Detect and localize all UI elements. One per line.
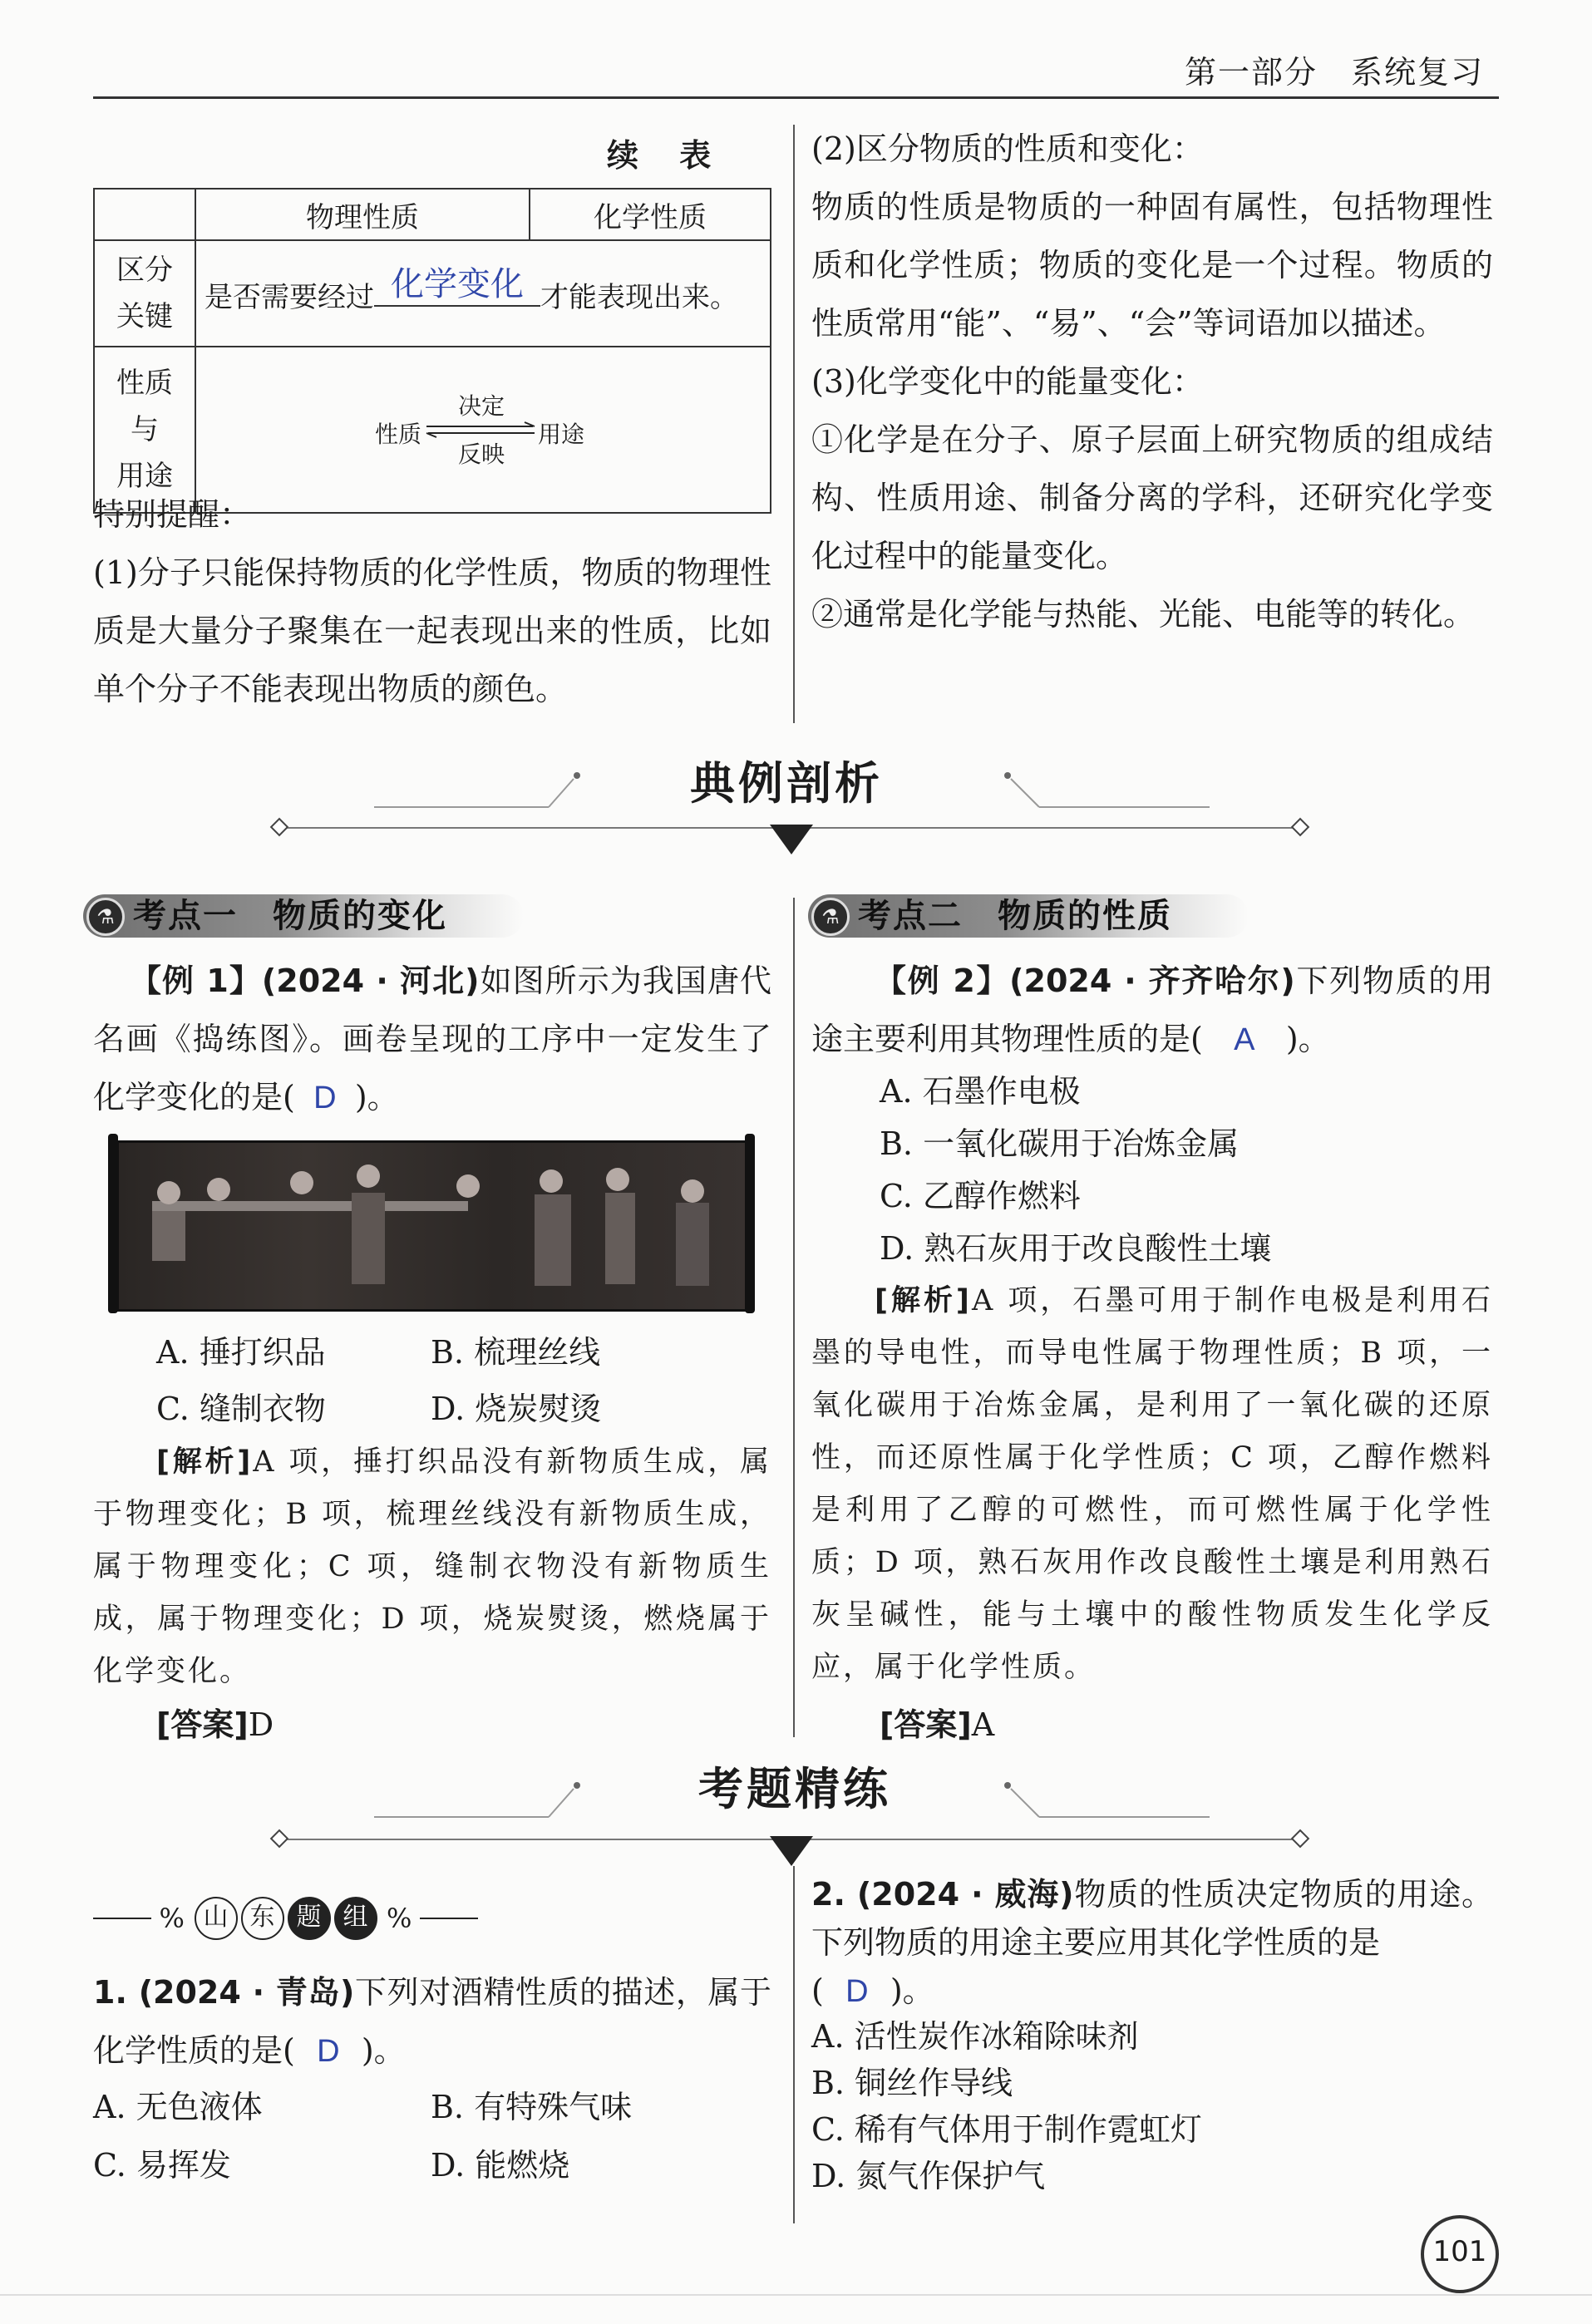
option-c: C. 稀有气体用于制作霓虹灯 — [811, 2111, 1202, 2148]
question-1: 1. (2024 · 青岛)下列对酒精性质的描述，属于化学性质的是( D )。 — [93, 1963, 771, 2080]
section-title-practice: 考题精练 — [698, 1762, 891, 1815]
properties-table — [93, 188, 771, 514]
column-divider — [793, 125, 795, 723]
header-rule — [93, 96, 1499, 99]
option-d: D. 氮气作保护气 — [811, 2158, 1046, 2194]
option-d: D. 熟石灰用于改良酸性土壤 — [880, 1230, 1272, 1267]
notes-subtitle: (2)区分物质的性质和变化： — [811, 130, 1204, 167]
double-arrow-icon — [425, 421, 536, 438]
section-title-examples: 典例剖析 — [690, 756, 883, 810]
table-corner-cell — [94, 189, 195, 240]
notes-subtitle: (3)化学变化中的能量变化： — [811, 363, 1204, 400]
group-char: 东 — [241, 1897, 284, 1940]
option-c: C. 易挥发 — [93, 2147, 231, 2184]
example-2-label: 【例 2】(2024 · 齐齐哈尔) — [875, 963, 1295, 999]
notes-paragraph: (1)分子只能保持物质的化学性质，物质的物理性质是大量分子聚集在一起表现出来的性质，比如单个分子不能表现出物质的颜色。 — [93, 554, 771, 707]
handwritten-answer: 化学变化 — [391, 265, 524, 303]
notes-paragraph: ①化学是在分子、原子层面上研究物质的组成结构、性质用途、制备分离的学科，还研究化学变化过程中的能量变化。 — [811, 421, 1493, 574]
analysis-label: [解析] — [875, 1284, 972, 1317]
example-1-label: 【例 1】(2024 · 河北) — [130, 963, 480, 999]
example-2-question: 【例 2】(2024 · 齐齐哈尔)下列物质的用途主要利用其物理性质的是( A )。 — [811, 952, 1493, 1069]
decorative-pen-line — [374, 769, 590, 810]
handwritten-answer: D — [845, 1974, 869, 2009]
triangle-down-icon — [770, 1836, 813, 1866]
column-divider — [793, 1866, 795, 2223]
topic-title-1: 考点一 物质的变化 — [133, 897, 447, 935]
blank-answer-underline — [374, 258, 540, 307]
example-2-options — [880, 1066, 1271, 1275]
flask-icon: ⚗ — [811, 898, 850, 936]
notes-heading: 特别提醒： — [93, 496, 252, 533]
option-a: A. 无色液体 — [93, 2089, 263, 2125]
handwritten-answer: D — [313, 1081, 337, 1115]
option-d: D. 烧炭熨烫 — [431, 1391, 602, 1427]
flask-icon: ⚗ — [86, 898, 125, 936]
group-char: 山 — [195, 1897, 238, 1940]
row-label-distinguish: 区分 关键 — [94, 240, 195, 347]
question-group-label: % 山 东 题 组 % — [93, 1897, 478, 1940]
diamond-icon — [270, 818, 289, 837]
example-1-question: 【例 1】(2024 · 河北)如图所示为我国唐代名画《捣练图》。画卷呈现的工序中一定发生了化学变化的是( D )。 — [93, 952, 771, 1127]
analysis-label: [解析] — [156, 1445, 254, 1479]
right-notes — [811, 120, 1493, 643]
notes-paragraph: ②通常是化学能与热能、光能、电能等的转化。 — [811, 596, 1476, 633]
figures-silhouette — [119, 1143, 751, 1309]
property-use-diagram: 性质 决定 反映 用途 — [195, 347, 771, 513]
diamond-icon — [1291, 818, 1310, 837]
example-1-analysis: [解析]A 项，捶打织品没有新物质生成，属于物理变化；B 项，梳理丝线没有新物质生成，属于物理变化；C 项，缝制衣物没有新物质生成，属于物理变化；D 项，烧炭熨烫，燃烧属于化学变化。 — [93, 1445, 771, 1688]
option-b: B. 一氧化碳用于冶炼金属 — [880, 1125, 1240, 1162]
decorative-pen-line — [998, 1779, 1214, 1820]
question-2-options — [811, 2013, 1202, 2199]
scroll-roller — [108, 1134, 118, 1313]
question-1-label: 1. (2024 · 青岛) — [93, 1974, 355, 2011]
option-d: D. 能燃烧 — [431, 2147, 570, 2184]
group-line — [93, 1918, 151, 1919]
example-2-analysis: [解析]A 项，石墨可用于制作电极是利用石墨的导电性，而导电性属于物理性质；B 项，一氧化碳用于冶炼金属，是利用了一氧化碳的还原性，而还原性属于化学性质；C 项，乙醇作燃料是利用了乙醇的可燃性，而可燃性属于化学性质；D 项，熟石灰用作改良酸性土壤是利用熟石灰呈碱性，能与土壤中的酸性物质发生化学反应，属于化学性质。 — [811, 1284, 1494, 1684]
group-char: 题 — [288, 1897, 331, 1940]
scroll-roller — [745, 1134, 755, 1313]
option-b: B. 梳理丝线 — [431, 1334, 601, 1371]
footer-edge — [0, 2294, 1592, 2296]
example-1-answer: [答案]D — [156, 1706, 274, 1743]
page-header-title: 第一部分 系统复习 — [1184, 54, 1484, 91]
diamond-icon — [270, 1829, 289, 1849]
question-2-label: 2. (2024 · 威海) — [811, 1876, 1074, 1913]
row-distinguish-content: 是否需要经过 化学变化 才能表现出来。 — [195, 240, 771, 347]
group-line — [420, 1918, 478, 1919]
diamond-icon — [1291, 1829, 1310, 1849]
table-continued-title: 续 表 — [607, 136, 727, 174]
decorative-pen-line — [998, 769, 1214, 810]
group-char: 组 — [334, 1897, 377, 1940]
example-2-answer: [答案]A — [880, 1706, 995, 1743]
table-header-physical: 物理性质 — [195, 189, 530, 240]
option-c: C. 缝制衣物 — [156, 1391, 326, 1427]
handwritten-answer: D — [317, 2034, 340, 2069]
handwritten-answer: A — [1234, 1022, 1255, 1057]
triangle-down-icon — [770, 825, 813, 854]
page-number: 101 — [1421, 2215, 1499, 2293]
topic-title-2: 考点二 物质的性质 — [858, 897, 1172, 935]
option-a: A. 捶打织品 — [156, 1334, 326, 1371]
row-label-property-use: 性质 与 用途 — [94, 347, 195, 513]
column-divider — [793, 898, 795, 1737]
table-header-chemical: 化学性质 — [530, 189, 771, 240]
option-c: C. 乙醇作燃料 — [880, 1178, 1081, 1214]
question-2: 2. (2024 · 威海)物质的性质决定物质的用途。下列物质的用途主要应用其化学性质的是 ( D )。 — [811, 1870, 1493, 2016]
option-a: A. 石墨作电极 — [880, 1073, 1081, 1110]
option-a: A. 活性炭作冰箱除味剂 — [811, 2018, 1139, 2055]
option-b: B. 铜丝作导线 — [811, 2065, 1013, 2101]
painting-image — [116, 1140, 753, 1312]
decorative-pen-line — [374, 1779, 590, 1820]
notes-paragraph: 物质的性质是物质的一种固有属性，包括物理性质和化学性质；物质的变化是一个过程。物质的性质常用“能”、“易”、“会”等词语加以描述。 — [811, 189, 1493, 342]
option-b: B. 有特殊气味 — [431, 2089, 633, 2125]
